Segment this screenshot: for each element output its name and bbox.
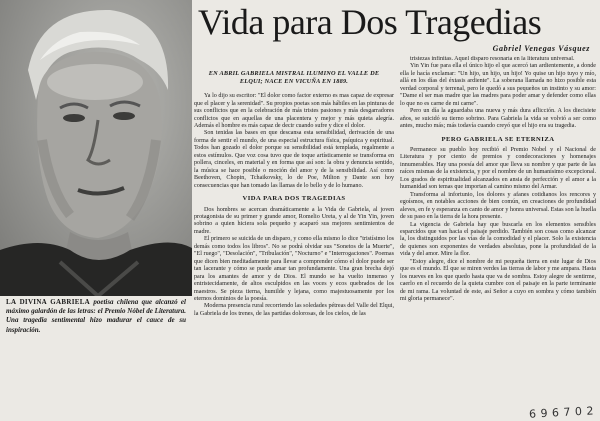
paragraph: El primero se suicida de un disparo, y como ella mismo lo dice "tristísimo los demás como todos los libros". No se podrá olvidar sus "Sonetos de la Muerte", "El ruego", "Desolación", "Tribulación", "Nocturno" e "Interrogaciones". Poemas que dicen bien meditadamente para llevar a comprender cómo el dolor puede ser tan lacerante y cómo se puede amar tan profundamente. Una gran brecha dejó para los amantes de amor y de Dios. El mundo se ha vuelto inmenso y entristecidamente, de altos esculpidos en las voces y ecos quebrados de los maestros. Se pieza tierna, humilde y lejana, como majestuosamente por los eternos dominios de la poesía. — [194, 236, 394, 302]
paragraph: Pero un día la aguardaba una nueva y más dura aflicción. A los diecisiete años, se suicidó su tierno sobrino. Para Gabriela la vida se volvió a ser como antes, mucho más; más todavía cuando creyó que el hijo era su tragedia. — [400, 108, 596, 130]
paragraph: La vigencia de Gabriela hay que buscarla en los elementos sensibles esparcidos que van hacia el paisaje perdido. También son cosas como alcanzar la, los distinguidos por las vías de la comodidad y el placer. Solo la existencia de quienes son exponentes de verdades absolutas, pone la profundidad de la vida y del amor. Mire la flor. — [400, 221, 596, 258]
paragraph: Yin Yin fue para ella el único hijo el que acercó tan ardientemente, a donde ella le hacía exclamar: "Un hijo, un hijo, un hijo! Yo quise un hijo tuyo y mío, allá en los días del éxtasis ardiente". La soberana llamada no hizo posible esta verdad corporal y terrenal, pero le quedó a sus pequeños un instinto y su amor: "Dame el ser mas madre que las madres para poder amar y defender como ellas lo que no es carne de mi carne". — [400, 63, 596, 107]
paragraph: Permanece su pueblo hoy recibió el Premio Nobel y el Nacional de Literatura y por ciento de premios y condecoraciones y homenajes innumerables. Hay una poesía del amor que lleva su nombre y que parte de las raíces mismas de la existencia, y por el nombre de un humanísimo excepcional. Los grados de espiritualidad alcanzados en ansia de perfección y el amor a la humanidad son temas que importan al camino mismo del Armar. — [400, 146, 596, 191]
paragraph: Son tenidas las bases en que descansa esta sensibilidad, derivación de una forma de sentir el mundo, de una especial estructura física, psíquica y espiritual. Todos han gozado el dolor porque su sensibilidad está templada, regalmente a estos estímulos. Que voz cosa tuvo que de toque artísticamente se transforma en pollera, cinceles, en material y en forma que así son: la obra y denuncia sentido, la música se hace posible o moción del amor y de la sensibilidad. Así como Beethoven, Chopin, Tchaikovsky, lo de Poe, Milton y Dante son hoy consecuencias que han tomado las llamas de lo bello y de lo humano. — [194, 130, 394, 189]
subheading-pero-gabriela-se-eterniza: PERO GABRIELA SE ETERNIZA — [441, 135, 555, 143]
paragraph: "Estoy alegre, dice el nombre de mi pequeña tierra en este lugar de Dios que es el mundo. El que se miren verdes las tierras de labor y me ampara. Hasta los nueves en los que quedo hasta que va de sombra. Estoy alegre de sentirme, caerlo en el recuerdo de la quieta cumbre con el paisaje en la parte terminante de mi rama. La voluntad de este, así Señor a cuyo en sombra y cómo también mi gloria permanece". — [400, 258, 596, 303]
handwritten-folio-number: 6 9 6 7 0 2 — [528, 404, 595, 421]
article-headline: Vida para Dos Tragedias — [198, 2, 542, 42]
photo-caption — [6, 298, 186, 335]
caption-text: poetisa chilena que alcanzó el máximo galardón de las letras: el Premio Nóbel de Literatura. Una tragedia sentimental hizo madurar el cauce de su inspiración. — [6, 298, 186, 334]
paragraph: Transforma al infortunio, los dolores y afanes cotidianos los rencores y egoísmos, en notables acciones de bien común, en creaciones de profundidad aleves, en fe y esperanza en canto de amor y honra universal. Estas son la huella de su paso en la tierra de la hora presente. — [400, 191, 596, 221]
article-byline: Gabriel Venegas Vásquez — [492, 44, 590, 53]
article-column-2 — [400, 56, 596, 402]
paragraph: tristezas infinitas. Aquel disparo resonaría en la literatura universal. — [410, 56, 575, 62]
portrait-image — [0, 0, 192, 296]
subheading-vida-para-dos-tragedias: VIDA PARA DOS TRAGEDIAS — [242, 195, 346, 203]
caption-lead: LA DIVINA GABRIELA — [6, 298, 91, 306]
paragraph: Dos hombres se acercan dramáticamente a la Vida de Gabriela, al joven protagonista de su primer y grande amor, Romelio Ureta, y al de Yin Yin, joven sobrino a quien hiciera sola pequeño y acaparó sus mejores sentimientos de madre. — [194, 206, 394, 235]
article-column-1 — [194, 56, 394, 418]
article-deck: EN ABRIL GABRIELA MISTRAL ILUMINO EL VALLE DE ELQUI; NACE EN VICUÑA EN 1889. — [208, 70, 380, 85]
paragraph: Moderna presencia rural recorriendo las soledades pétreas del Valle del Elqui, la Gabriela de los trenes, de las partidas dolorosas, de los cielos, de las — [194, 303, 394, 317]
paragraph: Ya lo dijo su escritor: "El dolor como factor externo es mas capaz de expresar que el placer y la serenidad". Su propios poetas son más hábiles en las pinturas de sus conflictos que en la celebración de más tristes pasiones y más desgarradores conflictos que en aquellas de una placentera y mejor y más quieta alegría. Además el hombre es más capaz de decir cuando sufre y dice el dolor. — [194, 93, 394, 129]
portrait-photo — [0, 0, 192, 296]
